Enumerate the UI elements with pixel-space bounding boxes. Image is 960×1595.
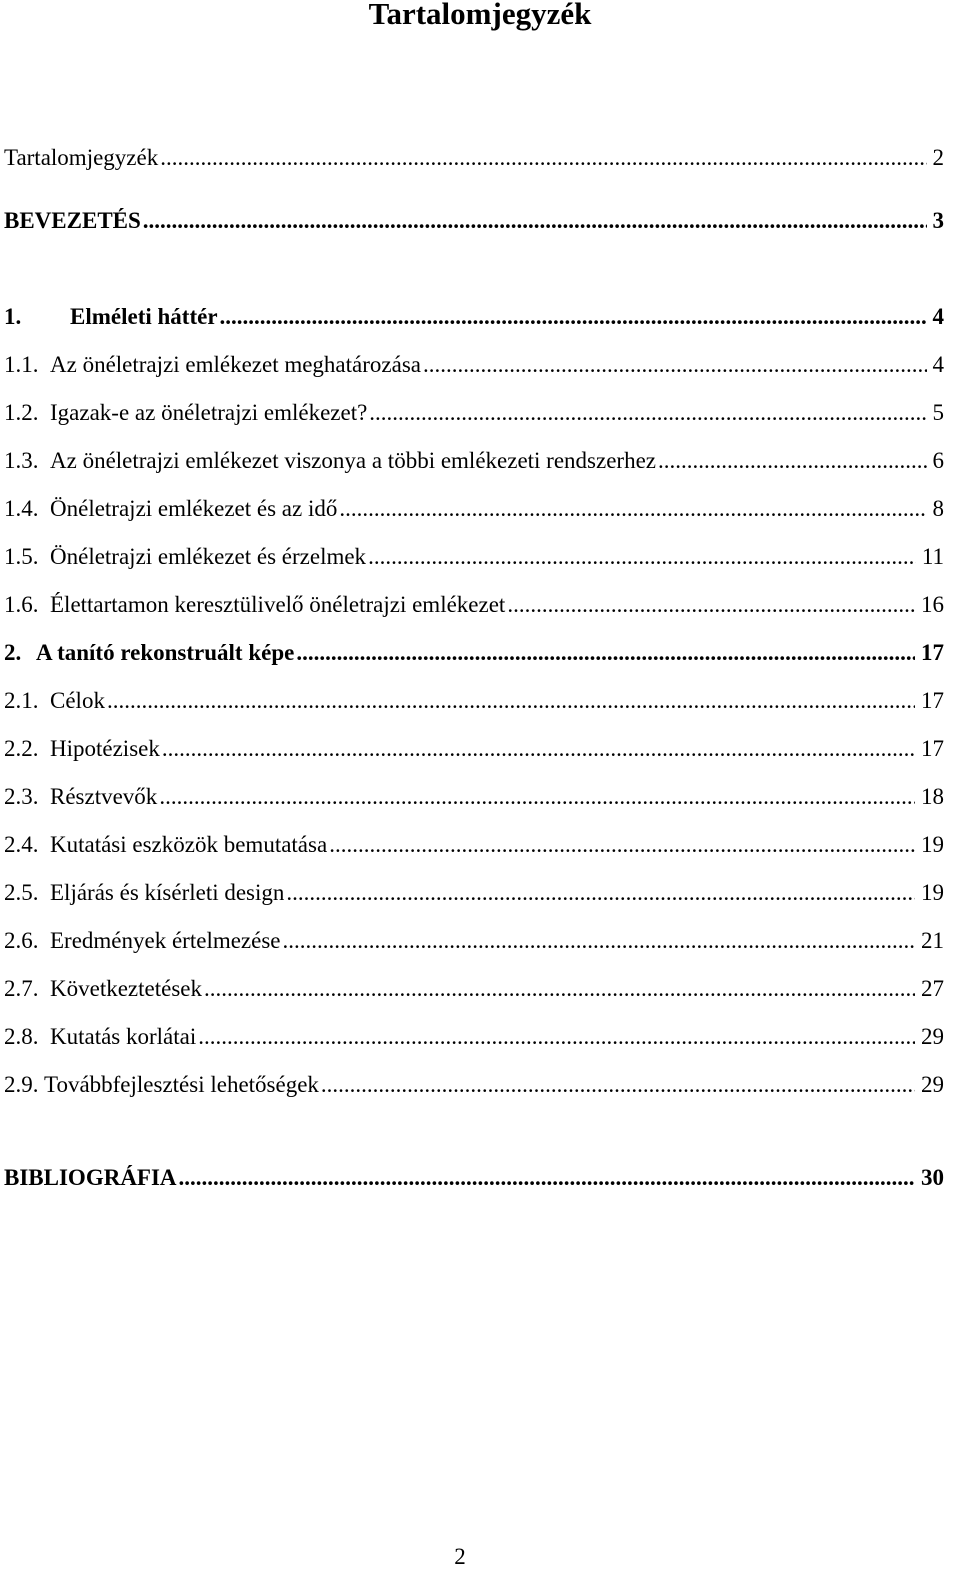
toc-leader <box>296 635 915 671</box>
toc-entry-1[interactable] <box>4 299 944 335</box>
toc-entry-page: 4 <box>932 304 944 329</box>
toc-entry-page: 30 <box>921 1165 944 1190</box>
toc-leader <box>162 731 915 767</box>
toc-entry-title: BEVEZETÉS <box>4 208 141 233</box>
toc-entry-tartalomjegyzek[interactable] <box>4 140 944 176</box>
toc-entry-number: 2.8. <box>4 1024 39 1049</box>
toc-leader <box>198 1019 915 1055</box>
toc-entry-number: 2.1. <box>4 688 39 713</box>
toc-entry-page: 11 <box>921 544 944 569</box>
toc-leader <box>286 875 915 911</box>
toc-entry-title: Célok <box>50 688 105 713</box>
toc-entry-page: 5 <box>932 400 944 425</box>
toc-entry-number: 2.3. <box>4 784 39 809</box>
toc-entry-2[interactable] <box>4 635 944 671</box>
toc-entry-1-3[interactable] <box>4 443 944 479</box>
toc-entry-page: 16 <box>921 592 944 617</box>
toc-entry-title: Hipotézisek <box>50 736 160 761</box>
toc-entry-title: BIBLIOGRÁFIA <box>4 1165 177 1190</box>
toc-entry-1-2[interactable] <box>4 395 944 431</box>
toc-entry-1-5[interactable] <box>4 539 944 575</box>
toc-entry-bibliografia[interactable] <box>4 1160 944 1196</box>
toc-leader <box>179 1160 915 1196</box>
toc-entry-page: 3 <box>932 208 944 233</box>
toc-leader <box>507 587 915 623</box>
toc-entry-page: 8 <box>932 496 944 521</box>
toc-entry-page: 29 <box>921 1072 944 1097</box>
toc-entry-number: 1.6. <box>4 592 39 617</box>
toc-entry-title: Résztvevők <box>50 784 158 809</box>
toc-entry-title: Kutatás korlátai <box>50 1024 197 1049</box>
toc-entry-page: 18 <box>921 784 944 809</box>
toc-entry-title: Továbbfejlesztési lehetőségek <box>44 1072 319 1097</box>
toc-entry-title: Az önéletrajzi emlékezet meghatározása <box>50 352 421 377</box>
toc-entry-number: 1. <box>4 304 22 329</box>
toc-leader <box>369 395 926 431</box>
toc-entry-title: Eljárás és kísérleti design <box>50 880 285 905</box>
toc-entry-title: Kutatási eszközök bemutatása <box>50 832 328 857</box>
toc-entry-page: 17 <box>921 736 944 761</box>
toc-entry-bevezetes[interactable] <box>4 203 944 239</box>
toc-entry-2-4[interactable] <box>4 827 944 863</box>
toc-leader <box>658 443 927 479</box>
toc-entry-2-5[interactable] <box>4 875 944 911</box>
toc-leader <box>283 923 915 959</box>
toc-leader <box>107 683 915 719</box>
toc-entry-page: 19 <box>921 832 944 857</box>
toc-leader <box>423 347 927 383</box>
toc-entry-title: Következtetések <box>50 976 202 1001</box>
toc-entry-number: 2.9. <box>4 1072 39 1097</box>
toc-entry-title: Önéletrajzi emlékezet és az idő <box>50 496 338 521</box>
toc-leader <box>329 827 915 863</box>
toc-leader <box>220 299 927 335</box>
toc-entry-2-7[interactable] <box>4 971 944 1007</box>
toc-entry-page: 17 <box>921 640 944 665</box>
toc-entry-title: Önéletrajzi emlékezet és érzelmek <box>50 544 367 569</box>
toc-entry-page: 29 <box>921 1024 944 1049</box>
toc-leader <box>204 971 915 1007</box>
toc-entry-2-6[interactable] <box>4 923 944 959</box>
toc-entry-title: Élettartamon keresztülivelő önéletrajzi emlékezet <box>50 592 506 617</box>
toc-entry-2-8[interactable] <box>4 1019 944 1055</box>
toc-entry-title: A tanító rekonstruált képe <box>36 640 295 665</box>
page-number: 2 <box>454 1544 466 1569</box>
toc-leader <box>143 203 927 239</box>
toc-entry-number: 2.6. <box>4 928 39 953</box>
toc-entry-2-1[interactable] <box>4 683 944 719</box>
toc-entry-number: 2.4. <box>4 832 39 857</box>
toc-entry-title: Az önéletrajzi emlékezet viszonya a többi emlékezeti rendszerhez <box>50 448 656 473</box>
toc-entry-2-9[interactable] <box>4 1067 944 1103</box>
toc-leader <box>160 140 926 176</box>
toc-entry-number: 1.4. <box>4 496 39 521</box>
toc-entry-number: 2. <box>4 640 22 665</box>
toc-entry-page: 27 <box>921 976 944 1001</box>
toc-entry-1-1[interactable] <box>4 347 944 383</box>
toc-entry-title: Igazak-e az önéletrajzi emlékezet? <box>50 400 368 425</box>
toc-entry-page: 17 <box>921 688 944 713</box>
toc-entry-page: 21 <box>921 928 944 953</box>
toc-entry-1-4[interactable] <box>4 491 944 527</box>
toc-entry-1-6[interactable] <box>4 587 944 623</box>
toc-entry-2-3[interactable] <box>4 779 944 815</box>
toc-entry-title: Eredmények értelmezése <box>50 928 281 953</box>
toc-entry-page: 6 <box>932 448 944 473</box>
toc-entry-number: 2.2. <box>4 736 39 761</box>
toc-entry-title: Tartalomjegyzék <box>4 145 159 170</box>
toc-entry-2-2[interactable] <box>4 731 944 767</box>
toc-leader <box>368 539 916 575</box>
toc-entry-number: 1.3. <box>4 448 39 473</box>
toc-entry-number: 1.2. <box>4 400 39 425</box>
toc-entry-number: 2.5. <box>4 880 39 905</box>
toc-entry-number: 2.7. <box>4 976 39 1001</box>
toc-leader <box>159 779 915 815</box>
page-title: Tartalomjegyzék <box>368 0 592 31</box>
toc-leader <box>321 1067 915 1103</box>
toc-entry-page: 2 <box>932 145 944 170</box>
toc-entry-page: 19 <box>921 880 944 905</box>
toc-leader <box>339 491 926 527</box>
toc-entry-number: 1.1. <box>4 352 39 377</box>
toc-entry-number: 1.5. <box>4 544 39 569</box>
toc-entry-title: Elméleti háttér <box>70 304 218 329</box>
toc-entry-page: 4 <box>932 352 944 377</box>
